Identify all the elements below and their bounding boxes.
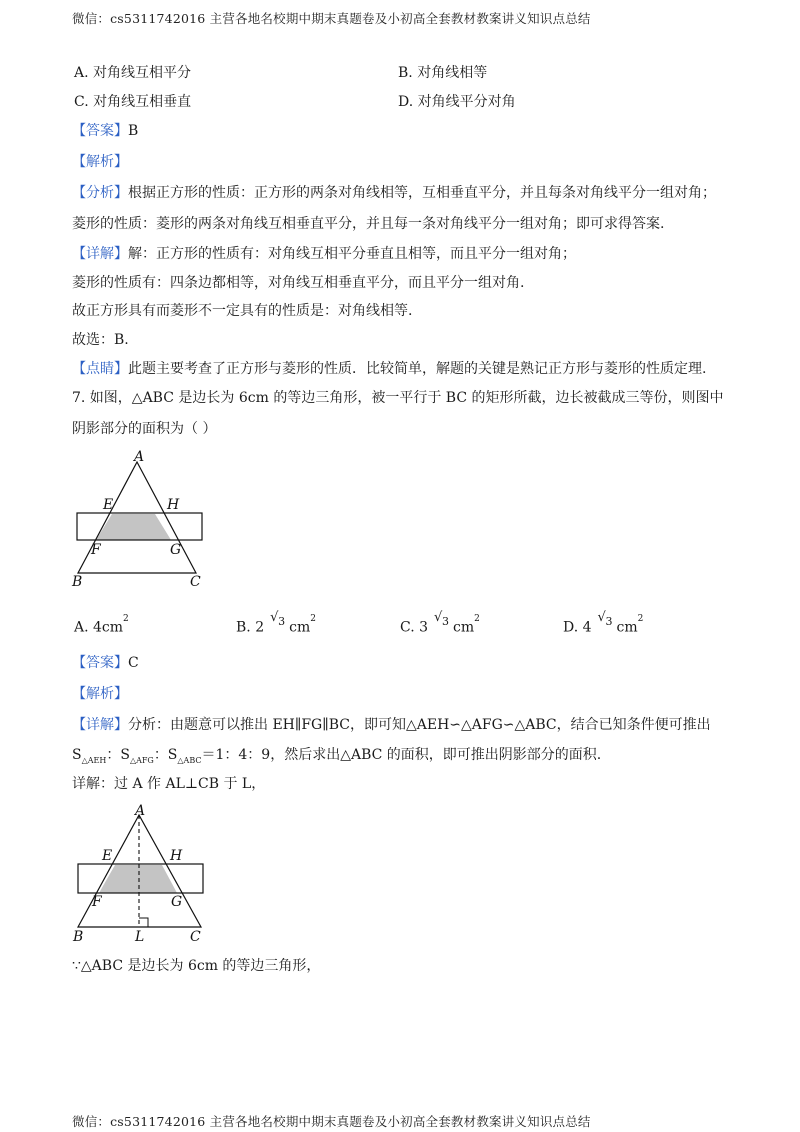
label-e: E	[103, 497, 114, 513]
q6-fenxi-2: 菱形的性质：菱形的两条对角线互相垂直平分，并且每一条对角线平分一组对角；即可求得答案.	[72, 216, 665, 232]
q6-answer-line	[72, 122, 138, 140]
sqrt-symbol: √ $^3$	[434, 609, 450, 628]
q7-option-b: B. 2 √ $^3$ $cm^2$	[236, 609, 316, 636]
xiangjie-tag: 【详解】	[72, 717, 128, 733]
q7-xiangjie-1	[72, 716, 711, 734]
q6-fenxi-1	[72, 184, 716, 202]
q6-option-a: A. 对角线互相平分	[74, 65, 192, 81]
xiangjie-text-1: 解：正方形的性质有：对角线互相平分垂直且相等，而且平分一组对角；	[128, 246, 576, 262]
label-b: B	[72, 574, 83, 588]
q7-analysis-tag: 【解析】	[72, 686, 128, 702]
q7-detail-2: 详解：过 A 作 AL⊥CB 于 L，	[72, 776, 266, 792]
label-a: A	[135, 803, 146, 819]
q6-xiangjie-2: 菱形的性质有：四条边都相等，对角线互相垂直平分，而且平分一组对角.	[72, 275, 525, 291]
xiangjie-text-1: 分析：由题意可以推出 EH∥FG∥BC，即可知△AEH∽△AFG∽△ABC，结合已知条件便可推出	[128, 717, 711, 733]
sqrt-symbol: √ $^3$	[270, 609, 286, 628]
label-b: B	[73, 929, 84, 945]
answer-value: C	[128, 655, 139, 671]
q7-option-a: A. $4cm^2$	[74, 614, 129, 636]
answer-tag: 【答案】	[72, 123, 128, 139]
q6-xiangjie-3: 故正方形具有而菱形不一定具有的性质是：对角线相等.	[72, 303, 413, 319]
q7-last-line: ∵△ABC 是边长为 6cm 的等边三角形，	[72, 958, 321, 974]
label-a: A	[134, 449, 145, 465]
label-c: C	[190, 929, 201, 945]
page-header: 微信：cs5311742016 主营各地名校期中期末真题卷及小初高全套教材教案讲义知识点总结	[72, 11, 591, 26]
q6-option-b: B. 对角线相等	[398, 65, 488, 81]
q6-xiangjie-1	[72, 245, 576, 263]
label-e: E	[102, 848, 113, 864]
q7-answer-line	[72, 654, 139, 672]
answer-tag: 【答案】	[72, 655, 128, 671]
q7-figure-1	[62, 446, 222, 588]
label-l: L	[135, 929, 145, 945]
dianjing-tag: 【点睛】	[72, 361, 128, 377]
label-f: F	[92, 894, 102, 910]
q7-option-d: D. 4 √ $^3$ $cm^2$	[563, 609, 644, 636]
dianjing-text: 此题主要考查了正方形与菱形的性质．比较简单，解题的关键是熟记正方形与菱形的性质定理.	[128, 361, 707, 377]
q7-area-ratio: $S_{\triangle AEH}$：$S_{\triangle AFG}$：$S_{\triangle ABC}=1$：4：9，然后求出△ABC 的面积，即可推出阴影部分的面积.	[72, 747, 602, 765]
label-g: G	[171, 894, 183, 910]
xiangjie-tag: 【详解】	[72, 246, 128, 262]
sqrt-symbol: √ $^3$	[597, 609, 613, 628]
fenxi-tag: 【分析】	[72, 185, 128, 201]
shaded-region	[99, 865, 177, 893]
label-h: H	[170, 848, 183, 864]
q7-stem-2: 阴影部分的面积为（ ）	[72, 421, 217, 437]
fenxi-text-1: 根据正方形的性质：正方形的两条对角线相等，互相垂直平分，并且每条对角线平分一组对角；	[128, 185, 716, 201]
page-footer: 微信：cs5311742016 主营各地名校期中期末真题卷及小初高全套教材教案讲义知识点总结	[72, 1114, 591, 1129]
q6-option-d: D. 对角线平分对角	[398, 94, 516, 110]
q6-xiangjie-4: 故选：B.	[72, 332, 129, 348]
q6-option-c: C. 对角线互相垂直	[74, 94, 192, 110]
q7-figure-2	[62, 800, 222, 948]
label-g: G	[170, 542, 182, 558]
label-h: H	[167, 497, 180, 513]
q7-option-c: C. 3 √ $^3$ $cm^2$	[400, 609, 480, 636]
q6-analysis-tag: 【解析】	[72, 154, 128, 170]
label-c: C	[190, 574, 201, 588]
label-f: F	[91, 542, 101, 558]
answer-value: B	[128, 123, 139, 139]
q6-dianjing	[72, 360, 706, 378]
right-angle-mark	[139, 918, 148, 927]
q7-stem-1: 7. 如图，△ABC 是边长为 6cm 的等边三角形，被一平行于 BC 的矩形所截，边长被截成三等份，则图中	[72, 390, 724, 406]
